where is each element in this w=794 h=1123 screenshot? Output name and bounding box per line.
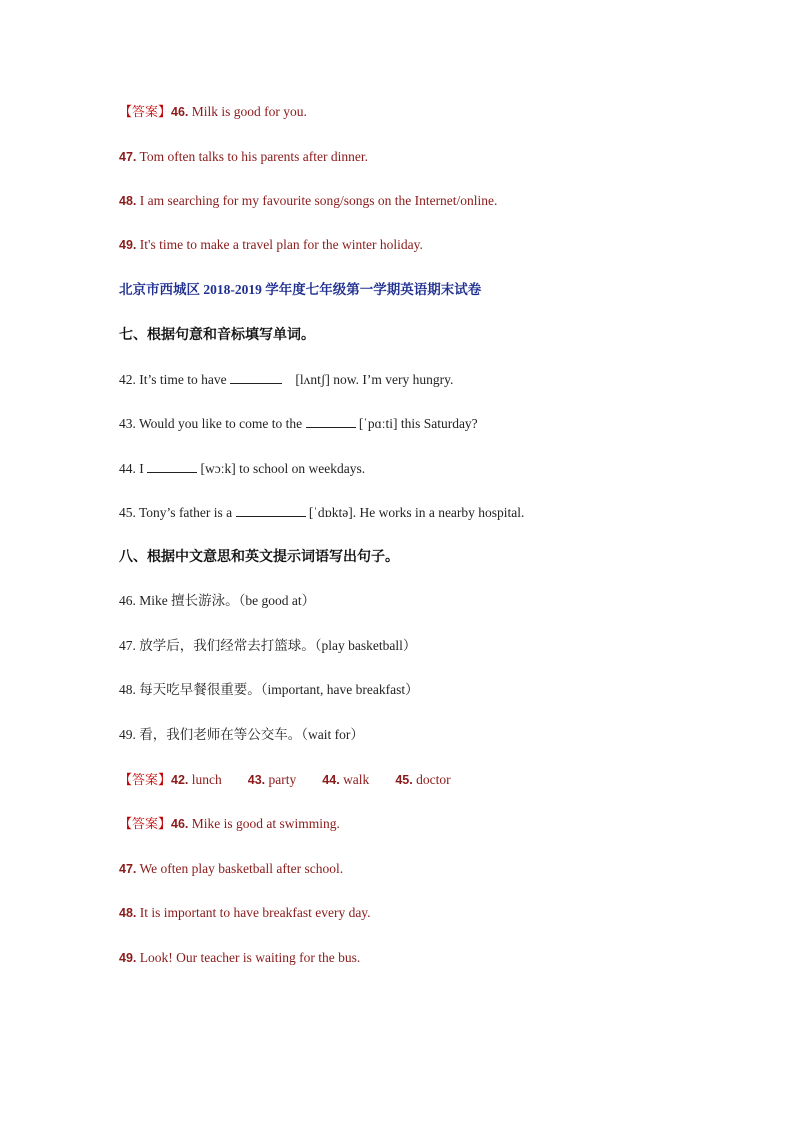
answer-line-48b bbox=[119, 904, 371, 922]
answer-number: 49. bbox=[119, 951, 137, 965]
question-phonetic: [ˈpɑːti] this Saturday? bbox=[358, 416, 478, 431]
answer-word: doctor bbox=[412, 772, 451, 787]
question-48: 48. 每天吃早餐很重要。（important, have breakfast） bbox=[119, 682, 419, 697]
answer-line-49 bbox=[119, 236, 423, 254]
answer-text: Milk is good for you. bbox=[188, 104, 307, 119]
answer-number: 47. bbox=[119, 862, 137, 876]
section-7-heading: 七、根据句意和音标填写单词。 bbox=[119, 327, 315, 343]
answer-line-47b bbox=[119, 860, 343, 878]
answer-text: I am searching for my favourite song/songs on the Internet/online. bbox=[136, 193, 498, 208]
answer-blank bbox=[306, 414, 356, 428]
answer-blank bbox=[147, 459, 197, 473]
answer-number: 46. bbox=[171, 817, 189, 831]
answer-line-47 bbox=[119, 148, 368, 166]
answer-blank bbox=[236, 503, 306, 517]
answer-number: 42. bbox=[171, 773, 189, 787]
answer-text: It's time to make a travel plan for the winter holiday. bbox=[136, 237, 423, 252]
question-44 bbox=[119, 459, 365, 478]
question-46: 46. Mike 擅长游泳。（be good at） bbox=[119, 593, 316, 608]
question-text: 44. I bbox=[119, 461, 144, 476]
answer-word: walk bbox=[339, 772, 370, 787]
answer-number: 48. bbox=[119, 194, 137, 208]
answer-number: 46. bbox=[171, 105, 189, 119]
answer-line-48 bbox=[119, 192, 497, 210]
question-phonetic: [ˈdɒktə]. He works in a nearby hospital. bbox=[308, 505, 525, 520]
answer-word: party bbox=[265, 772, 297, 787]
question-47: 47. 放学后，我们经常去打篮球。（play basketball） bbox=[119, 638, 417, 653]
question-49: 49. 看，我们老师在等公交车。（wait for） bbox=[119, 727, 364, 742]
question-43 bbox=[119, 414, 478, 433]
answer-blank bbox=[230, 370, 282, 384]
exam-title: 北京市西城区 2018-2019 学年度七年级第一学期英语期末试卷 bbox=[119, 282, 482, 297]
section-8-heading: 八、根据中文意思和英文提示词语写出句子。 bbox=[119, 549, 399, 565]
answer-number: 45. bbox=[395, 773, 413, 787]
answer-text: We often play basketball after school. bbox=[136, 861, 344, 876]
answer-text: Mike is good at swimming. bbox=[188, 816, 340, 831]
question-45 bbox=[119, 503, 524, 522]
question-text: 42. It’s time to have bbox=[119, 372, 227, 387]
answer-number: 43. bbox=[247, 773, 266, 787]
answer-number: 44. bbox=[322, 773, 340, 787]
question-phonetic: [lʌntʃ] now. I’m very hungry. bbox=[295, 372, 454, 387]
answer-line-46b bbox=[119, 815, 340, 834]
question-phonetic: [wɔːk] to school on weekdays. bbox=[200, 461, 366, 476]
answer-text: Look! Our teacher is waiting for the bus. bbox=[136, 950, 361, 965]
answer-bracket: 【答案】 bbox=[119, 773, 172, 788]
answer-text: Tom often talks to his parents after dinner. bbox=[136, 149, 369, 164]
answer-word: lunch bbox=[188, 772, 222, 787]
answer-text: It is important to have breakfast every day. bbox=[136, 905, 371, 920]
answer-line-46 bbox=[119, 103, 307, 122]
answer-line-49b bbox=[119, 949, 360, 967]
answer-bracket: 【答案】 bbox=[119, 105, 172, 120]
question-text: 43. Would you like to come to the bbox=[119, 416, 303, 431]
answer-bracket: 【答案】 bbox=[119, 817, 172, 832]
answer-words-line bbox=[119, 771, 451, 790]
answer-number: 48. bbox=[119, 906, 137, 920]
answer-number: 49. bbox=[119, 238, 137, 252]
question-text: 45. Tony’s father is a bbox=[119, 505, 233, 520]
answer-number: 47. bbox=[119, 150, 137, 164]
question-42 bbox=[119, 370, 453, 389]
